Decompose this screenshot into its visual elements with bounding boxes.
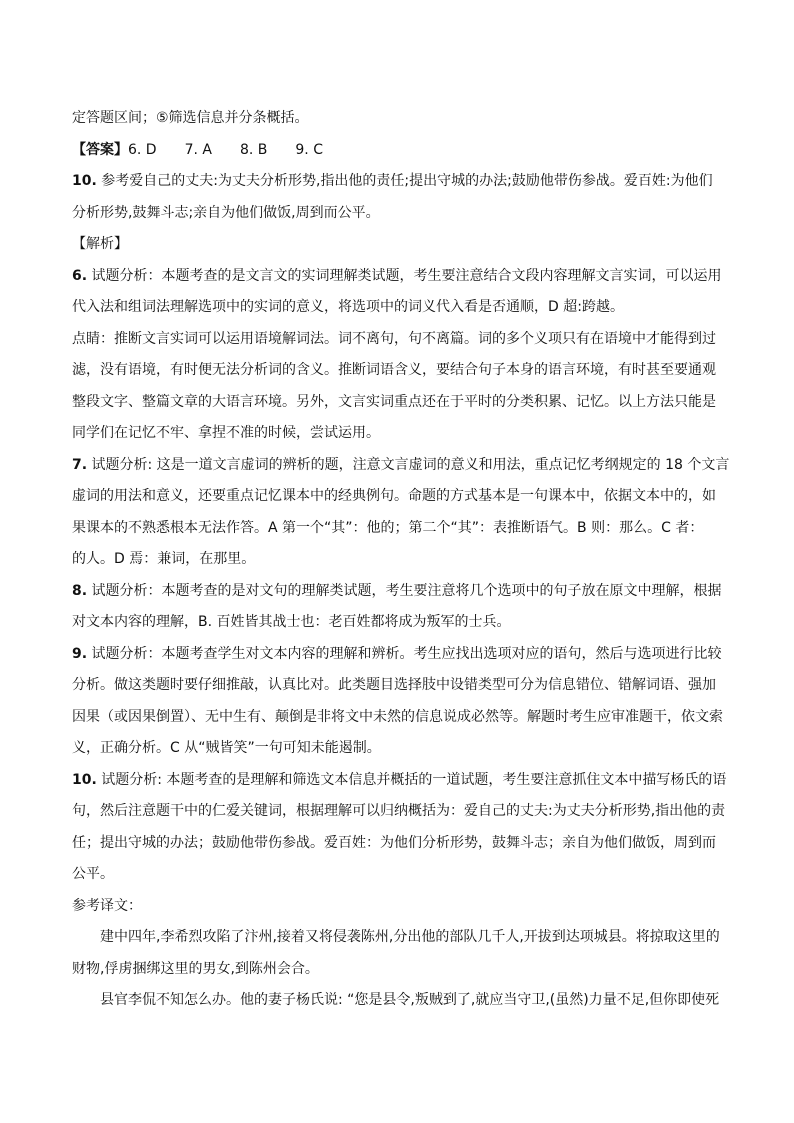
text-line: 公平。 — [72, 866, 114, 882]
translation-line: 建中四年,李希烈攻陷了汴州,接着又将侵袭陈州,分出他的部队几千人,开拔到达项城县。将掠取这里的 — [100, 929, 720, 945]
note-line: 整段文字、整篇文章的大语言环境。另外，文言实词重点还在于平时的分类积累、记忆。以上方法只能是 — [72, 393, 716, 410]
explanation-9-line — [72, 639, 722, 671]
answer-label: 【答案】 — [72, 141, 128, 158]
question-number: 6. — [72, 267, 88, 284]
q10-answer-line — [72, 166, 722, 198]
explanation-7-line — [72, 450, 730, 482]
explanation-8-line — [72, 576, 722, 608]
translation-line: 财物,俘虏捆绑这里的男女,到陈州会合。 — [72, 960, 319, 977]
text-line: 因果（或因果倒置）、无中生有、颠倒是非将文中未然的信息说成必然等。解题时考生应审准题干，依文索 — [72, 708, 723, 725]
text-line: 分析。做这类题时要仔细推敲，认真比对。此类题目选择肢中设错类型可分为信息错位、错解词语、强加 — [72, 677, 716, 693]
text-line: 对文本内容的理解，B. 百姓皆其战士也：老百姓都将成为叛军的士兵。 — [72, 614, 511, 630]
text-span: 参考爱自己的丈夫:为丈夫分析形势,指出他的责任;提出守城的办法;鼓励他带伤参战。爱百姓:为他们 — [96, 173, 713, 189]
text-line: 义，正确分析。C 从“贼皆笑”一句可知未能遏制。 — [72, 740, 381, 756]
question-number: 10. — [72, 173, 97, 189]
translation-label: 参考译文： — [72, 897, 142, 914]
text-line: 代入法和组词法理解选项中的实词的意义，将选项中的词义代入看是否通顺，D 超:跨越。 — [72, 299, 624, 315]
translation-line: 县官李侃不知怎么办。他的妻子杨氏说: “您是县令,叛贼到了,就应当守卫,(虽然)力量不足,但你即使死 — [100, 992, 720, 1008]
text-line: 定答题区间；⑤筛选信息并分条概括。 — [72, 110, 309, 126]
question-number: 9. — [72, 645, 88, 662]
note-line: 滤，没有语境，有时便无法分析词的含义。推断词语含义，要结合句子本身的语言环境，有时甚至要通观 — [72, 362, 716, 378]
text-line: 果课本的不熟悉根本无法作答。A 第一个“其”：他的；第二个“其”：表推断语气。B 则：那么。C 者： — [72, 519, 704, 536]
text-span: 试题分析：本题考查的是文言文的实词理解类试题，考生要注意结合文段内容理解文言实词，可以运用 — [87, 267, 722, 284]
answer-line — [72, 135, 722, 167]
text-span: 试题分析：本题考查学生对文本内容的理解和辨析。考生应找出选项对应的语句，然后与选项进行比较 — [87, 645, 722, 662]
text-span: 试题分析: 这是一道文言虚词的辨析的题，注意文言虚词的意义和用法，重点记忆考纲规定的 18 个文言 — [87, 456, 730, 473]
question-number: 10. — [72, 771, 97, 788]
explanation-10-line — [72, 765, 727, 797]
question-number: 8. — [72, 582, 88, 599]
text-line: 虚词的用法和意义，还要重点记忆课本中的经典例句。命题的方式基本是一句课本中，依据文本中的，如 — [72, 488, 716, 504]
answer-text: 6. D 7. A 8. B 9. C — [128, 141, 323, 158]
note-line: 点睛：推断文言实词可以运用语境解词法。词不离句，句不离篇。词的多个义项只有在语境中才能得到过 — [72, 330, 716, 347]
note-line: 同学们在记忆不牢、拿捏不准的时候，尝试运用。 — [72, 425, 380, 441]
text-span: 试题分析: 本题考查的是理解和筛选文本信息并概括的一道试题，考生要注意抓住文本中描写杨氏的语 — [96, 771, 727, 788]
text-line: 句，然后注意题干中的仁爱关键词，根据理解可以归纳概括为：爱自己的丈夫:为丈夫分析形势,指出他的责 — [72, 803, 726, 819]
analysis-label: 【解析】 — [72, 236, 128, 252]
question-number: 7. — [72, 456, 88, 473]
explanation-6-line — [72, 261, 722, 293]
text-span: 试题分析：本题考查的是对文句的理解类试题，考生要注意将几个选项中的句子放在原文中理解，根据 — [87, 582, 722, 599]
text-line: 的人。D 焉：兼词，在那里。 — [72, 551, 256, 567]
text-line: 任；提出守城的办法；鼓励他带伤参战。爱百姓：为他们分析形势，鼓舞斗志；亲自为他们做饭，周到而 — [72, 834, 716, 851]
text-line: 分析形势,鼓舞斗志;亲自为他们做饭,周到而公平。 — [72, 204, 380, 221]
